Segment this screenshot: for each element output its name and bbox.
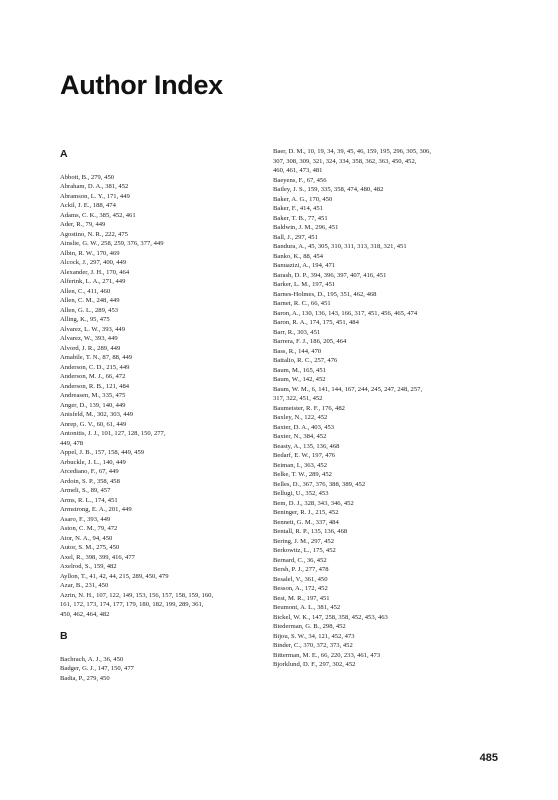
- index-entry: Baxter, D. A., 403, 453: [273, 423, 335, 431]
- index-entry: Alling, K., 95, 475: [60, 316, 110, 323]
- index-entry: Bering, J. M., 297, 452: [273, 537, 334, 545]
- index-entry: Arms, R. L., 174, 451: [60, 496, 118, 504]
- index-entry: Baker, A. G., 170, 450: [273, 195, 333, 203]
- index-entry: Abbott, B., 279, 450: [60, 173, 115, 181]
- index-entry: Baxley, N., 122, 452: [273, 414, 328, 421]
- index-entry: Barr, R., 303, 451: [273, 328, 321, 336]
- index-entry: Arbuckle, J. L., 140, 449: [60, 458, 126, 466]
- index-entry: Banuazizi, A., 194, 471: [273, 262, 336, 269]
- entry-list-b: [60, 655, 275, 684]
- index-entry: Azrin, N. H., 107, 122, 149, 153, 156, 157, 158, 159, 160,: [60, 591, 214, 599]
- index-entry: Bentall, R. P., 135, 136, 468: [273, 528, 348, 535]
- index-entry: Baxter, N., 384, 452: [273, 433, 327, 440]
- section-letter-b: B: [60, 630, 68, 642]
- index-entry: 450, 462, 464, 482: [60, 610, 110, 618]
- spacer: [60, 643, 275, 655]
- index-entry: 307, 308, 309, 321, 324, 334, 358, 362, 363, 450, 452,: [273, 157, 417, 165]
- spacer: [60, 619, 275, 629]
- index-entry: Belke, T. W., 289, 452: [273, 471, 332, 478]
- index-entry: Best, M. R., 197, 451: [273, 594, 330, 602]
- index-entry: Bernard, C., 36, 452: [273, 556, 327, 564]
- index-entry: Antonitis, J. J., 101, 127, 128, 150, 277,: [60, 430, 166, 437]
- index-entry: Badia, P., 279, 450: [60, 674, 110, 682]
- index-entry: Appel, J. B., 157, 158, 449, 459: [60, 449, 145, 456]
- index-entry: Asaro, F., 393, 449: [60, 515, 111, 523]
- index-entry: Aston, C. M., 79, 472: [60, 525, 118, 532]
- index-entry: 460, 461, 473, 481: [273, 167, 323, 174]
- index-entry: Axelrod, S., 159, 482: [60, 563, 117, 570]
- index-entry: Banko, K., 88, 454: [273, 252, 324, 260]
- index-entry: Bandura, A., 45, 305, 310, 311, 313, 318, 321, 451: [273, 243, 407, 250]
- index-entry: 161, 172, 173, 174, 177, 179, 180, 182, 199, 289, 361,: [60, 601, 204, 608]
- index-entry: Bersh, P. J., 277, 478: [273, 566, 329, 573]
- index-entry: Baumeister, R. F., 176, 482: [273, 404, 345, 412]
- index-entry: Alvord, J. R., 289, 449: [60, 344, 121, 352]
- index-entry: Albin, R. W., 170, 469: [60, 249, 120, 257]
- index-entry: Armeli, S., 89, 457: [60, 487, 111, 494]
- index-entry: Baum, M., 165, 451: [273, 366, 326, 374]
- index-entry: Bitterman, M. E., 66, 220, 233, 461, 473: [273, 651, 381, 659]
- index-entry: Beiman, I., 363, 452: [273, 461, 328, 469]
- index-entry: Bem, D. J., 328, 343, 346, 452: [273, 499, 354, 507]
- index-entry: Alvarez, L. W., 393, 449: [60, 325, 126, 333]
- index-entry: Abramson, L. Y., 171, 449: [60, 192, 130, 200]
- page-title: Author Index: [60, 70, 223, 100]
- spacer: [60, 161, 275, 173]
- index-entry: Baer, D. M., 10, 19, 34, 39, 45, 46, 159, 195, 296, 305, 306,: [273, 148, 431, 155]
- index-entry: Ader, R., 79, 449: [60, 221, 106, 228]
- index-entry: Badger, G. J., 147, 150, 477: [60, 665, 134, 672]
- index-entry: Baeyens, F., 67, 456: [273, 176, 327, 184]
- index-entry: Baum, W. M., 6, 141, 144, 167, 244, 245, 247, 248, 257,: [273, 385, 423, 393]
- index-entry: Baldwin, J. M., 296, 451: [273, 224, 339, 231]
- index-entry: Battalio, R. C., 257, 476: [273, 357, 338, 364]
- index-entry: Bjorklund, D. F., 297, 302, 452: [273, 661, 356, 668]
- index-entry: Barash, D. P., 394, 396, 397, 407, 416, 451: [273, 271, 387, 279]
- index-entry: Anrep, G. V., 60, 61, 449: [60, 420, 127, 428]
- index-entry: Agostino, N. R., 222, 475: [60, 230, 128, 238]
- index-entry: Ayllon, T., 41, 42, 44, 215, 289, 450, 479: [60, 572, 169, 580]
- index-entry: Besson, A., 172, 452: [273, 585, 328, 592]
- index-entry: Baron, R. A., 174, 175, 451, 484: [273, 319, 359, 326]
- index-entry: Baron, A., 130, 136, 143, 166, 317, 451, 456, 465, 474: [273, 309, 418, 317]
- index-entry: Anger, D., 139, 140, 449: [60, 401, 126, 409]
- index-entry: Berkowitz, L., 175, 452: [273, 547, 336, 554]
- index-entry: Axel, R., 398, 399, 416, 477: [60, 553, 135, 561]
- index-entry: Anisfeld, M., 302, 303, 449: [60, 411, 134, 418]
- index-entry: Bailey, J. S., 159, 335, 358, 474, 480, 482: [273, 186, 384, 193]
- index-entry: Bellugi, U., 352, 453: [273, 490, 329, 497]
- index-entry: Ator, N. A., 94, 450: [60, 534, 113, 542]
- index-entry: Azar, B., 231, 450: [60, 582, 109, 589]
- index-entry: Alferink, L. A., 271, 449: [60, 278, 126, 285]
- index-entry: Bass, R., 144, 470: [273, 347, 322, 355]
- index-entry: Alvarez, W., 393, 449: [60, 335, 118, 342]
- index-entry: Bickel, W. K., 147, 258, 358, 452, 453, 463: [273, 613, 388, 621]
- index-entry: Bijou, S. W., 34, 121, 452, 473: [273, 632, 355, 640]
- index-entry: Anderson, M. J., 66, 472: [60, 373, 126, 380]
- page-number: 485: [479, 752, 498, 764]
- index-entry: Bennett, G. M., 337, 484: [273, 518, 339, 526]
- index-entry: Besalel, V., 361, 450: [273, 575, 328, 583]
- index-entry: Amabile, T. N., 87, 88, 449: [60, 354, 133, 361]
- index-entry: Allen, C., 411, 460: [60, 287, 111, 295]
- index-entry: Alcock, J., 297, 400, 449: [60, 259, 127, 266]
- section-letter-a: A: [60, 148, 68, 160]
- index-entry: Beasty, A., 135, 136, 468: [273, 442, 340, 450]
- index-entry: Barnes-Holmes, D., 195, 351, 462, 468: [273, 290, 377, 298]
- index-entry: Belles, D., 367, 376, 388, 389, 452: [273, 480, 366, 488]
- index-entry: Baker, F., 414, 451: [273, 205, 323, 212]
- index-entry: Autor, S. M., 275, 450: [60, 544, 120, 551]
- index-entry: Baum, W., 142, 452: [273, 376, 326, 383]
- index-entry: Alexander, J. H., 170, 464: [60, 268, 130, 276]
- right-column: [273, 147, 503, 670]
- index-entry: Beumont, A. L., 381, 452: [273, 604, 341, 611]
- index-entry: Ball, J., 297, 451: [273, 233, 318, 241]
- entry-list-a: [60, 173, 275, 620]
- index-entry: Anderson, R. B., 121, 484: [60, 382, 130, 390]
- index-entry: Bedarf, E. W., 197, 476: [273, 452, 336, 459]
- index-entry: Arcediano, F., 67, 449: [60, 468, 119, 475]
- index-entry: Barnet, R. C., 66, 451: [273, 300, 331, 307]
- index-entry: Binder, C., 370, 372, 373, 452: [273, 642, 353, 649]
- index-entry: Allen, C. M., 248, 449: [60, 297, 120, 304]
- index-entry: Ardoin, S. P., 358, 458: [60, 477, 120, 485]
- index-entry: Ackil, J. E., 188, 474: [60, 202, 116, 209]
- index-entry: Ainslie, G. W., 258, 259, 376, 377, 449: [60, 240, 164, 247]
- index-entry: Bachrach, A. J., 36, 450: [60, 655, 124, 663]
- index-entry: Beninger, R. J., 215, 452: [273, 509, 339, 516]
- index-entry: Adams, C. K., 385, 452, 461: [60, 211, 136, 219]
- index-entry: 317, 322, 451, 452: [273, 395, 323, 402]
- index-entry: Biederman, G. B., 298, 452: [273, 623, 346, 630]
- index-entry: Barker, L. M., 197, 451: [273, 281, 336, 288]
- index-entry: Barrera, F. J., 186, 205, 464: [273, 338, 347, 345]
- index-entry: 449, 478: [60, 439, 84, 447]
- index-entry: Anderson, C. D., 215, 449: [60, 363, 130, 371]
- index-entry: Allen, G. L., 289, 453: [60, 306, 119, 314]
- index-entry: Andreasen, M., 335, 475: [60, 392, 126, 399]
- index-entry: Baker, T. B., 77, 451: [273, 214, 328, 222]
- index-entry: Armstrong, E. A., 201, 449: [60, 506, 132, 513]
- entry-list-right: [273, 147, 503, 670]
- left-column: [60, 147, 275, 683]
- index-entry: Abraham, D. A., 381, 452: [60, 183, 129, 190]
